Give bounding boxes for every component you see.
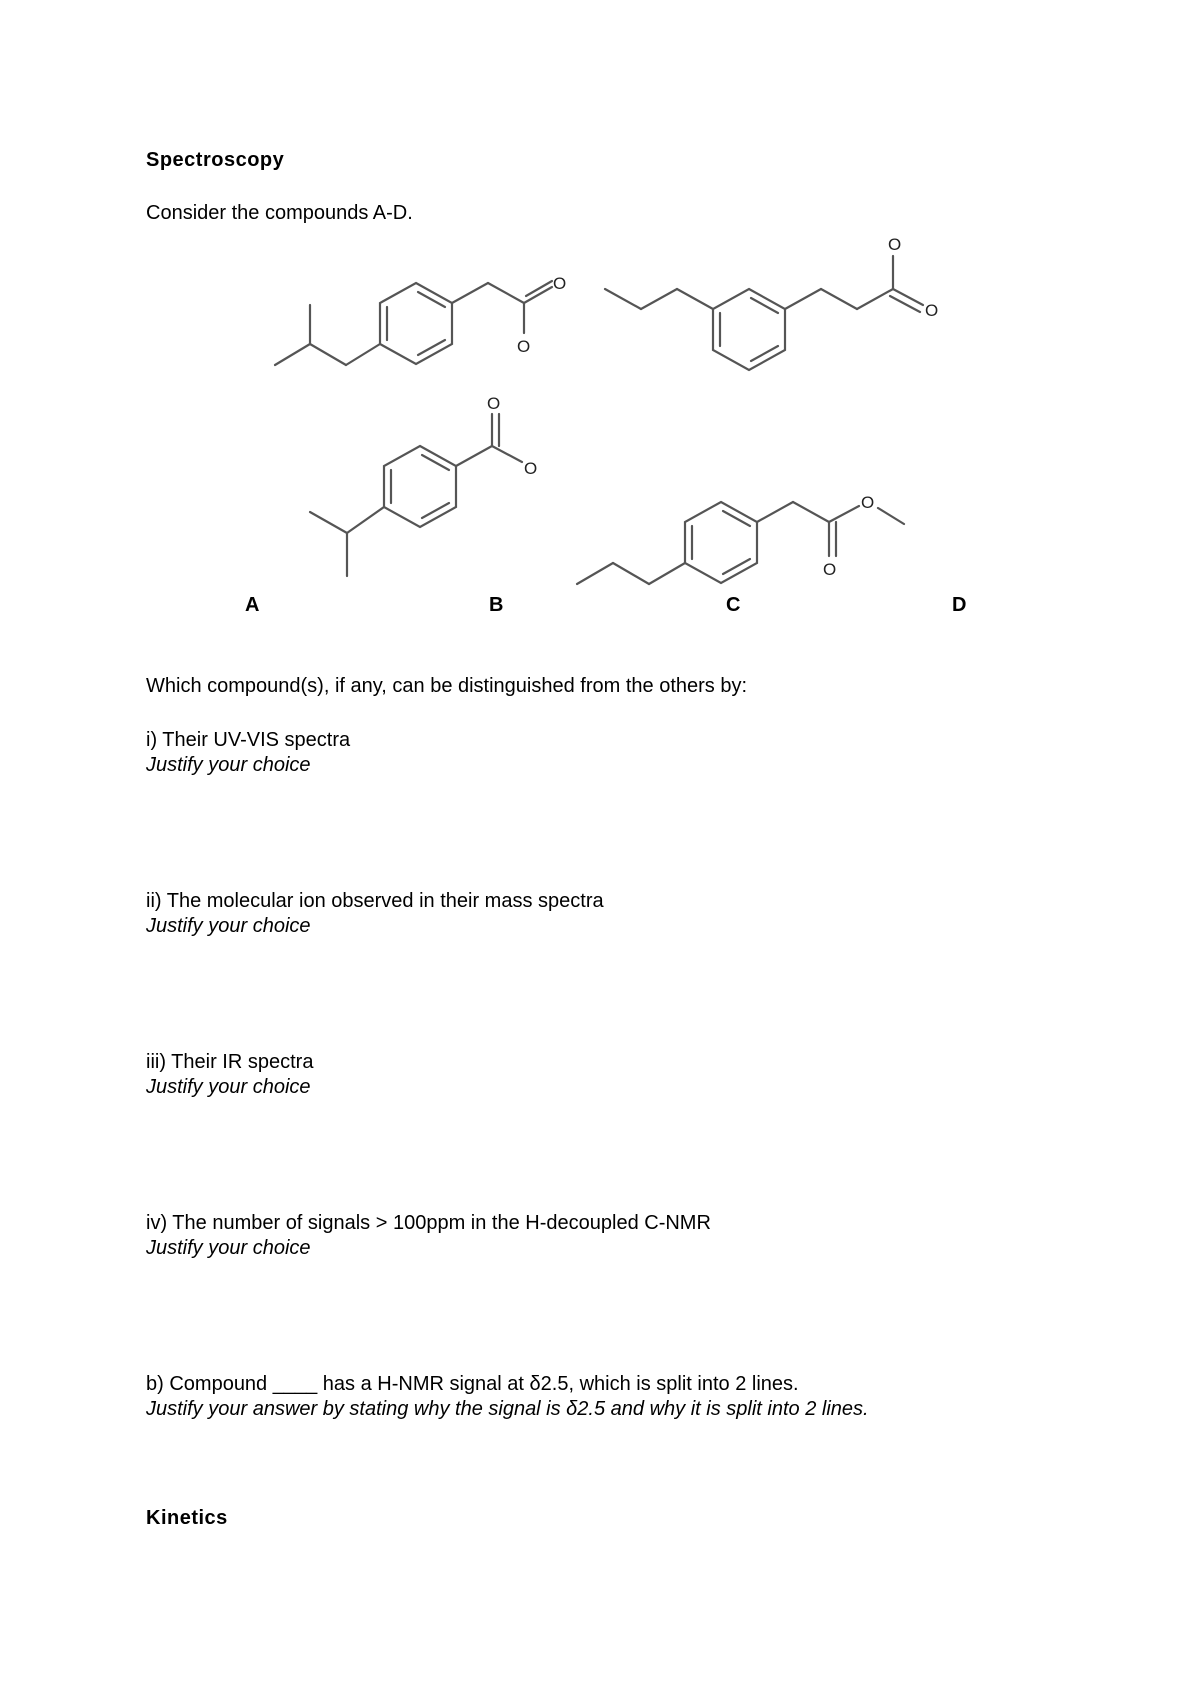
part-iii-note: Justify your choice xyxy=(146,1076,311,1098)
structure-isopropyl-benzoic-acid xyxy=(310,394,537,576)
structure-propyl-phenylpropanoic-acid xyxy=(605,235,938,370)
part-ii-note: Justify your choice xyxy=(146,915,311,937)
part-b-title: b) Compound ____ has a H-NMR signal at δ2.5, which is split into 2 lines. xyxy=(146,1373,799,1395)
compound-label-d: D xyxy=(952,594,967,616)
structure-methyl-propylphenylacetate xyxy=(577,493,904,584)
part-iii-title: iii) Their IR spectra xyxy=(146,1051,314,1073)
compound-label-b: B xyxy=(489,594,504,616)
svg-text:O: O xyxy=(517,337,531,356)
part-i-note: Justify your choice xyxy=(146,754,311,776)
intro-text: Consider the compounds A-D. xyxy=(146,202,413,224)
part-ii-title: ii) The molecular ion observed in their mass spectra xyxy=(146,890,604,912)
svg-text:O: O xyxy=(888,235,902,254)
compound-label-c: C xyxy=(726,594,741,616)
svg-text:O: O xyxy=(553,274,567,293)
part-iv-note: Justify your choice xyxy=(146,1237,311,1259)
part-iv-title: iv) The number of signals > 100ppm in the H-decoupled C-NMR xyxy=(146,1212,711,1234)
svg-text:O: O xyxy=(861,493,875,512)
spectroscopy-heading: Spectroscopy xyxy=(146,149,285,171)
part-b-note: Justify your answer by stating why the signal is δ2.5 and why it is split into 2 lines. xyxy=(146,1398,869,1420)
compound-label-a: A xyxy=(245,594,260,616)
svg-text:O: O xyxy=(925,301,939,320)
question-prompt: Which compound(s), if any, can be distinguished from the others by: xyxy=(146,675,748,697)
kinetics-heading: Kinetics xyxy=(146,1507,228,1529)
svg-text:O: O xyxy=(823,560,837,579)
svg-text:O: O xyxy=(524,459,538,478)
chemical-structures xyxy=(0,0,1200,640)
svg-text:O: O xyxy=(487,394,501,413)
part-i-title: i) Their UV-VIS spectra xyxy=(146,729,351,751)
structure-isobutyl-phenylacetic-acid xyxy=(275,274,566,365)
